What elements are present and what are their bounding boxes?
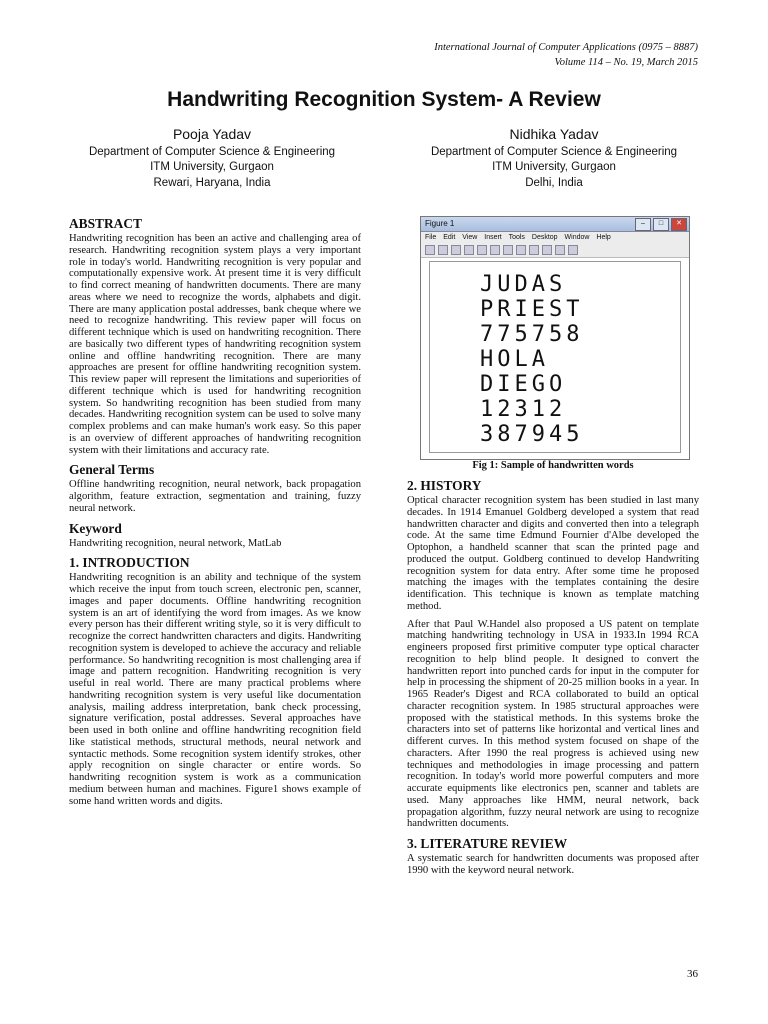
handwritten-line: 775758 — [480, 322, 584, 347]
zoom-out-icon[interactable] — [503, 245, 513, 255]
handwritten-line: DIEGO — [480, 372, 567, 397]
maximize-icon[interactable]: □ — [653, 218, 669, 231]
figure-caption: Fig 1: Sample of handwritten words — [472, 460, 634, 471]
author-univ: ITM University, Gurgaon — [150, 161, 274, 173]
menu-view[interactable]: View — [462, 234, 478, 241]
keyword-heading: Keyword — [69, 520, 122, 536]
author-block-1 — [62, 127, 362, 191]
menu-help[interactable]: Help — [596, 234, 611, 241]
print-icon[interactable] — [464, 245, 474, 255]
colorbar-icon[interactable] — [555, 245, 565, 255]
author-dept: Department of Computer Science & Engineering — [88, 145, 336, 158]
author-name: Pooja Yadav — [172, 126, 252, 142]
journal-name: International Journal of Computer Applications (0975 – 8887) — [434, 42, 698, 53]
new-figure-icon[interactable] — [425, 245, 435, 255]
menu-insert[interactable]: Insert — [484, 234, 502, 241]
close-icon[interactable]: ✕ — [671, 218, 687, 231]
handwritten-line: PRIEST — [480, 297, 584, 322]
introduction-text: Handwriting recognition is an ability and technique of the system which receive the input from touch screen, electronic pen, scanner, images and paper documents. Offline handwriting recognition system is an art of identifying the word from images. As we know every person has their different writing style, so it is very difficult to recognize the correct handwritten characters and digits. Handwriting recognition system is developed to achieve the accuracy and reliable performance. So handwriting recognition is most challenging area if image and pattern recognition. Handwriting recognition is very useful in real world. There are many practical problems where handwriting recognition system is very useful like documentation analysis, mailing address interpretation, bank check processing, signature verification, postal addresses. Several approaches have been used in both online and offline handwriting recognition field like statistical methods, structural methods, neural network and syntactic methods. Some recognition system identify strokes, other apply recognition on single character or entire words. So handwriting recognition system is work as a communication medium between human and machines. Figure1 shows example of some hand written words and digits. — [69, 572, 361, 807]
author-dept: Department of Computer Science & Engineering — [430, 145, 678, 158]
history-paragraph-1: Optical character recognition system has been studied in last many decades. In 1914 Emanuel Goldberg developed a system that read handwritten character and digits and converted then into a telegraph code. At the same time Edmund Fournier d'Albe developed the Optophon, a handheld scanner that scan the printed page and produced the output. Goldberg continued to develop Handwriting recognition system for data entry. After some time he proposed matching the images with the templates containing the desire identification. This technique is known as template matching method. — [407, 495, 699, 612]
pan-icon[interactable] — [516, 245, 526, 255]
figure-window — [420, 216, 690, 460]
journal-header — [434, 40, 698, 70]
keyword-text: Handwriting recognition, neural network, MatLab — [69, 537, 282, 549]
history-heading: 2. HISTORY — [407, 478, 482, 493]
handwritten-line: 12312 — [480, 397, 567, 422]
page-number: 36 — [687, 968, 698, 980]
introduction-heading: 1. INTRODUCTION — [69, 555, 190, 571]
abstract-text: Handwriting recognition has been an active and challenging area of research. Handwriting recognition system plays a very important role in today's world. Handwriting recognition is very popular and computationally expensive work. At present time it is very difficult to find correct meaning of handwritten documents. There are many areas where we need to recognize the words, alphabets and digit. There are many application postal addresses, bank cheque where we need to recognize handwriting. This review paper will focus on different technique which is used on handwriting recognition. There are basically two different types of handwriting recognition system online and offline handwriting recognition. There are many approaches are present for offline handwriting recognition system. This review paper will represent the limitations and superiorities of different technique which is used for handwriting recognition system. So handwriting recognition has been studied from many decades. Handwriting recognition system can be used to solve many complex problems and can make human's work easy. So this paper is an overview of different approaches of handwriting recognition system with their limitations and accuracy rate. — [69, 233, 361, 456]
handwritten-line: JUDAS — [480, 272, 567, 297]
right-column — [407, 478, 699, 883]
save-icon[interactable] — [451, 245, 461, 255]
figure-window-title: Figure 1 — [425, 219, 455, 228]
rotate-icon[interactable] — [529, 245, 539, 255]
data-cursor-icon[interactable] — [542, 245, 552, 255]
left-column — [69, 216, 361, 813]
pointer-icon[interactable] — [477, 245, 487, 255]
abstract-heading: ABSTRACT — [69, 216, 142, 231]
author-location: Delhi, India — [525, 176, 583, 189]
menu-edit[interactable]: Edit — [443, 234, 456, 241]
general-terms-text: Offline handwriting recognition, neural network, back propagation algorithm, feature extraction, segmentation and training, fuzzy neural network. — [69, 479, 361, 514]
author-name: Nidhika Yadav — [509, 126, 599, 142]
figure-canvas — [429, 261, 681, 453]
handwritten-line: 387945 — [480, 422, 584, 447]
author-univ: ITM University, Gurgaon — [492, 161, 616, 173]
open-file-icon[interactable] — [438, 245, 448, 255]
menu-tools[interactable]: Tools — [508, 234, 525, 241]
literature-text: A systematic search for handwritten documents was proposed after 1990 with the keyword neural network. — [407, 853, 699, 876]
minimize-icon[interactable]: – — [635, 218, 651, 231]
history-paragraph-2: After that Paul W.Handel also proposed a US patent on template matching handwriting technology in USA in 1933.In 1994 RCA engineers proposed first primitive computer type optical character recognition to help blind people. It designed to convert the handwritten report into punched cards for input in the computer for help in processing the shipment of 20-25 million books in a year. In 1965 Reader's Digest and RCA collaborated to build an optical character recognition system. In 1985 structural approaches were proposed with the statistical methods. In this systems broke the characters into set of patterns like horizontal and vertical lines and different curves. In this method system focused on shape of the characters. After 1990 the real progress is achieved using new techniques and methodologies in image processing and pattern recognition. In today's world more powerful computers and more accurate equipments like electronics pen, scanner and tablets are used. Many approaches like HMM, neural network, back propagation algorithm, fuzzy neural network are using to recognize handwritten documents. — [407, 618, 699, 830]
menu-file[interactable]: File — [425, 234, 437, 241]
menu-window[interactable]: Window — [564, 234, 590, 241]
journal-volume: Volume 114 – No. 19, March 2015 — [554, 57, 698, 68]
zoom-in-icon[interactable] — [490, 245, 500, 255]
author-location: Rewari, Haryana, India — [153, 176, 271, 189]
legend-icon[interactable] — [568, 245, 578, 255]
handwritten-line: HOLA — [480, 347, 549, 372]
figure-toolbar — [421, 243, 689, 258]
author-block-2 — [404, 127, 704, 191]
general-terms-heading: General Terms — [69, 462, 155, 478]
figure-titlebar — [421, 217, 689, 232]
figure-menubar — [421, 232, 689, 243]
literature-heading: 3. LITERATURE REVIEW — [407, 836, 568, 851]
paper-title: Handwriting Recognition System- A Review — [167, 88, 601, 111]
menu-desktop[interactable]: Desktop — [531, 234, 558, 241]
